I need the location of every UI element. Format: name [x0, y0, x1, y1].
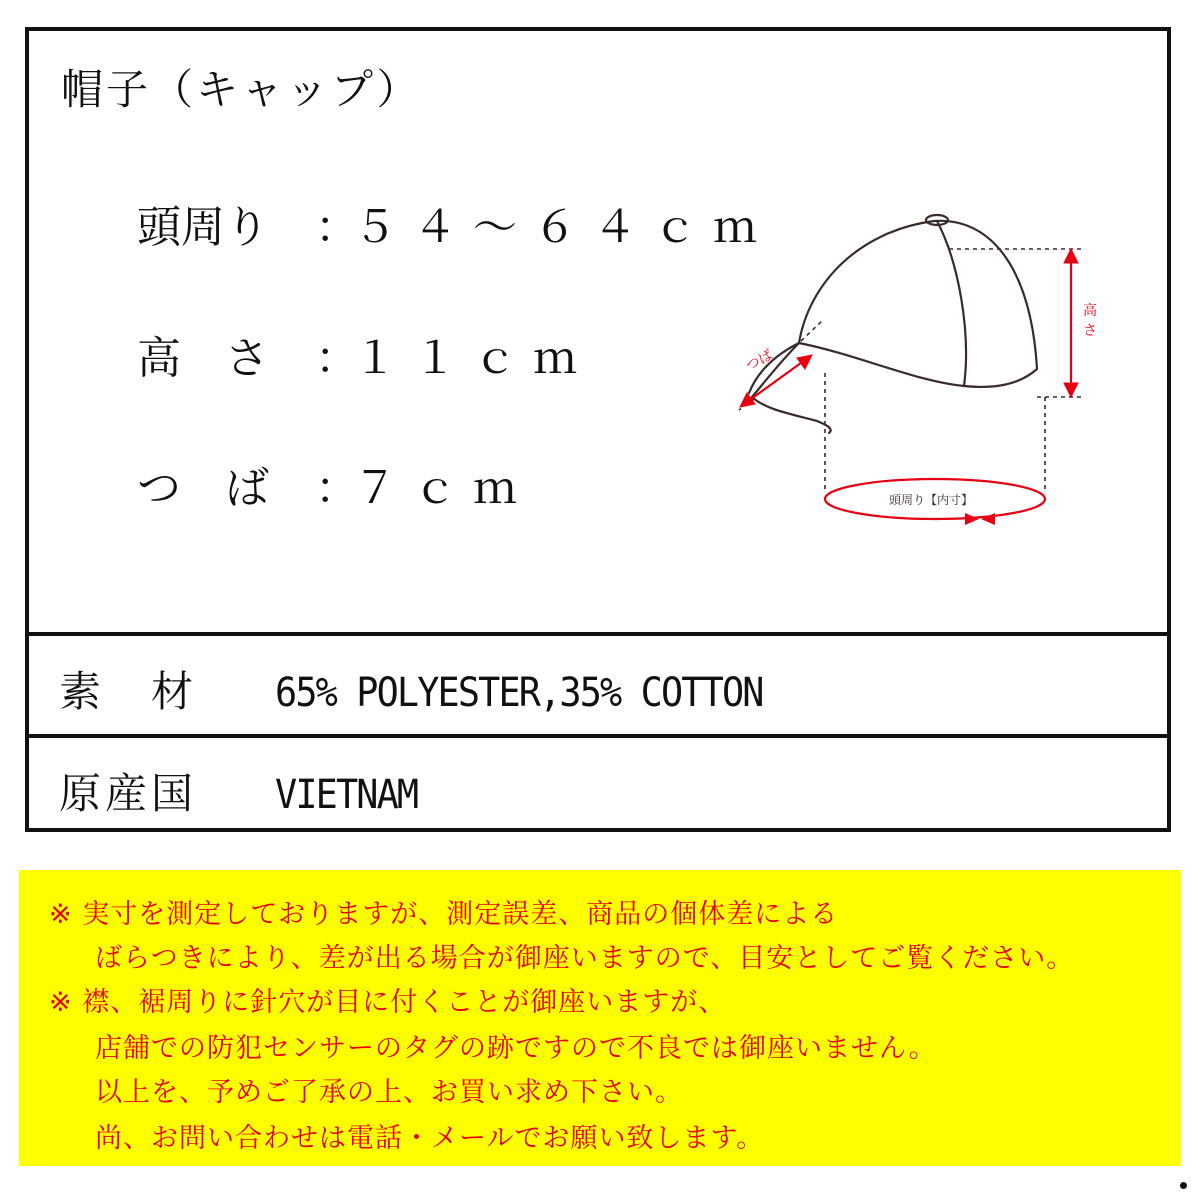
- brim-label: つ ば: [137, 463, 269, 514]
- head-circumference-arrows: [965, 513, 995, 525]
- head-label: 頭周り: [137, 202, 269, 253]
- height-value: １１ｃｍ: [353, 333, 593, 384]
- head-colon: ：: [315, 202, 359, 253]
- corner-dot: [1180, 1182, 1187, 1189]
- material-label: 素 材: [59, 667, 198, 716]
- notice-line: 尚、お問い合わせは電話・メールでお願い致します。: [95, 1123, 765, 1154]
- table-divider: [29, 734, 1167, 738]
- material-row: [59, 659, 805, 719]
- height-label: 高 さ: [137, 333, 269, 384]
- brim-value: ７ｃｍ: [353, 463, 533, 514]
- cap-crown-line: [799, 221, 1037, 368]
- table-divider: [29, 632, 1167, 636]
- brim-diagram-label: つば: [743, 347, 776, 375]
- height-diagram-label-1: 高: [1083, 303, 1097, 319]
- brim-colon: ：: [315, 463, 359, 514]
- notice-line: ばらつきにより、差が出る場合が御座いますので、目安としてご覧ください。: [95, 943, 1075, 974]
- cap-measurement-diagram: [709, 203, 1109, 533]
- notice-line: ※ 実寸を測定しておりますが、測定誤差、商品の個体差による: [49, 899, 839, 930]
- cap-panel-seam: [937, 221, 966, 386]
- spec-table: [25, 27, 1171, 832]
- notice-box: [19, 870, 1181, 1166]
- material-value: 65% POLYESTER,35% COTTON: [275, 670, 763, 716]
- spec-row-brim: [137, 452, 533, 516]
- notice-line: 店舗での防犯センサーのタグの跡ですので不良では御座いません。: [95, 1033, 937, 1064]
- head-diagram-label: 頭周り【内寸】: [889, 493, 974, 507]
- spec-row-head-circumference: [137, 191, 773, 255]
- spec-row-height: [137, 322, 593, 386]
- origin-value: VIETNAM: [275, 772, 418, 818]
- page-title: 帽子（キャップ）: [61, 65, 422, 114]
- origin-row: [59, 761, 430, 821]
- cap-outline: [749, 215, 1037, 433]
- notice-line: ※ 襟、裾周りに針穴が目に付くことが御座いますが、: [49, 987, 727, 1018]
- notice-line: 以上を、予めご了承の上、お買い求め下さい。: [95, 1077, 683, 1108]
- cap-band-line: [799, 343, 1037, 387]
- origin-label: 原産国: [59, 769, 198, 818]
- height-arrow: [1064, 249, 1078, 397]
- head-value: ５４～６４ｃｍ: [353, 202, 773, 253]
- height-colon: ：: [315, 333, 359, 384]
- height-diagram-label-2: さ: [1083, 323, 1097, 339]
